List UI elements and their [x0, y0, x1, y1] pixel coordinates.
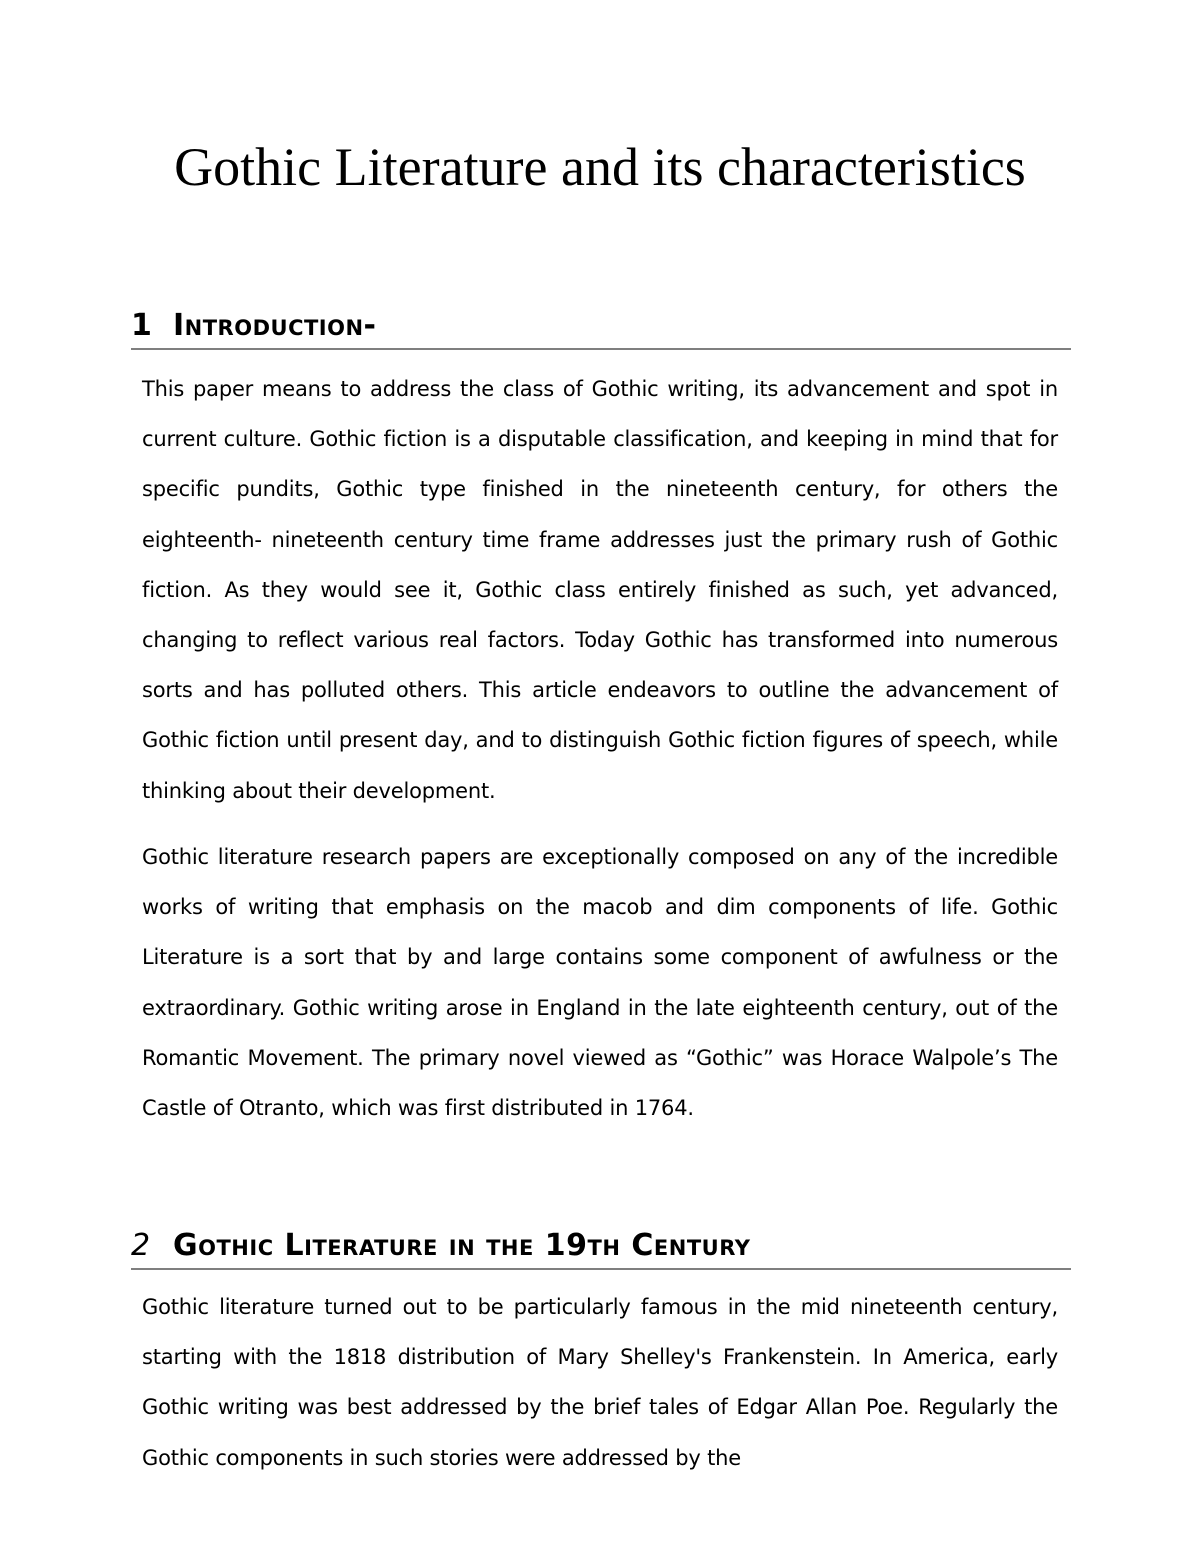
paragraph: Gothic literature research papers are exceptionally composed on any of the incredible works of writing that emphasis on the macob and dim components of life. Gothic Literature is a sort that by and large contains some component of awfulness or the extraordinary. Gothic writing arose in England in the late eighteenth century, out of the Romantic Movement. The primary novel viewed as “Gothic” was Horace Walpole’s The Castle of Otranto, which was first distributed in 1764. [142, 845, 1058, 1121]
section-title: Introduction- [173, 308, 377, 343]
section-number: 2 [131, 1228, 151, 1263]
section-title: Gothic Literature in the 19th Century [173, 1228, 751, 1263]
paragraph: This paper means to address the class of Gothic writing, its advancement and spot in current culture. Gothic fiction is a disputable classification, and keeping in mind that for specific pundits, Gothic type finished in the nineteenth century, for others the eighteenth- nineteenth century time frame addresses just the primary rush of Gothic fiction. As they would see it, Gothic class entirely finished as such, yet advanced, changing to reflect various real factors. Today Gothic has transformed into numerous sorts and has polluted others. This article endeavors to outline the advancement of Gothic fiction until present day, and to distinguish Gothic fiction figures of speech, while thinking about their development. [142, 377, 1058, 803]
section-heading-introduction [131, 306, 1071, 350]
document-title: Gothic Literature and its characteristics [174, 137, 1026, 197]
paragraph: Gothic literature turned out to be particularly famous in the mid nineteenth century, starting with the 1818 distribution of Mary Shelley's Frankenstein. In America, early Gothic writing was best addressed by the brief tales of Edgar Allan Poe. Regularly the Gothic components in such stories were addressed by the [142, 1295, 1058, 1470]
section-number: 1 [131, 308, 153, 343]
section-heading-gothic-19th-century [131, 1226, 1071, 1270]
